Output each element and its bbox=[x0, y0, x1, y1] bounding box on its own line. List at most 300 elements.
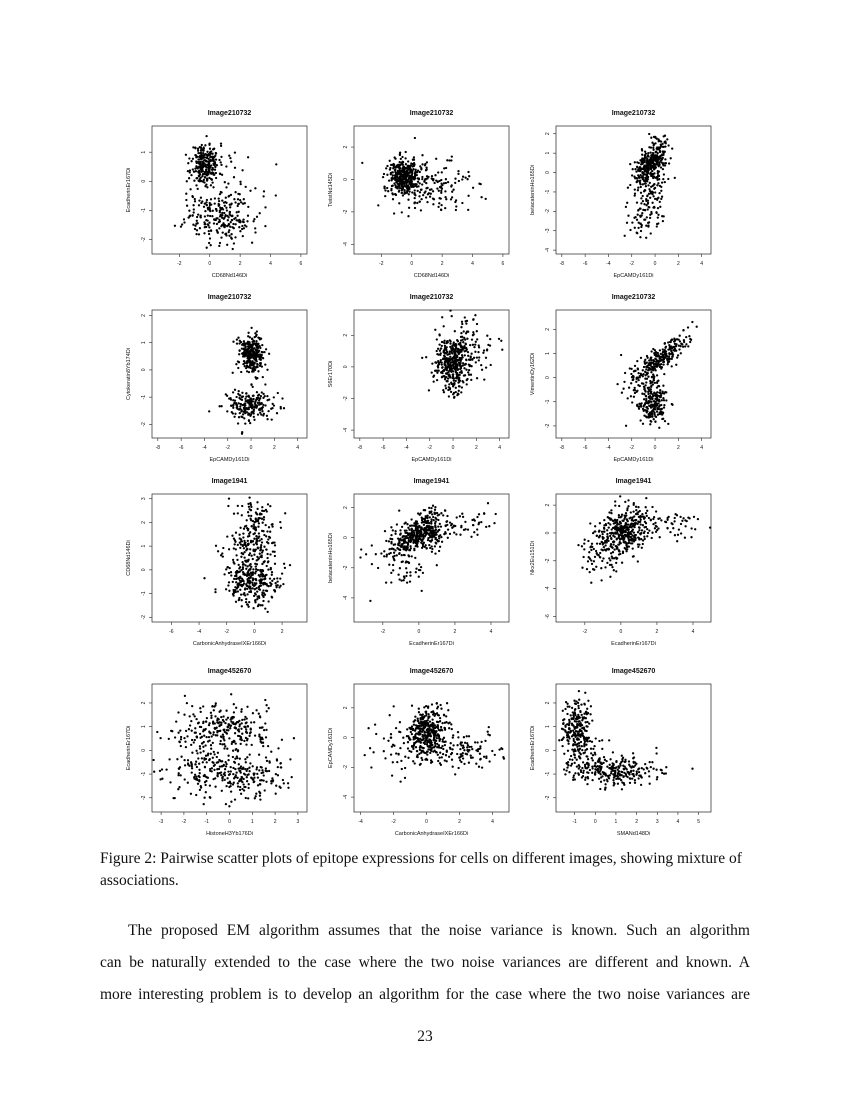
data-points bbox=[624, 133, 676, 239]
data-point bbox=[421, 176, 423, 178]
data-point bbox=[210, 715, 212, 717]
data-point bbox=[435, 529, 437, 531]
data-point bbox=[624, 372, 626, 374]
data-point bbox=[228, 548, 230, 550]
data-point bbox=[462, 339, 464, 341]
data-point bbox=[413, 165, 415, 167]
data-point bbox=[189, 171, 191, 173]
data-point bbox=[624, 501, 626, 503]
data-point bbox=[639, 236, 641, 238]
data-point bbox=[239, 199, 241, 201]
data-point bbox=[591, 563, 593, 565]
data-point bbox=[221, 552, 223, 554]
data-point bbox=[439, 523, 441, 525]
data-point bbox=[636, 232, 638, 234]
data-point bbox=[635, 381, 637, 383]
data-point bbox=[413, 156, 415, 158]
data-point bbox=[385, 555, 387, 557]
data-point bbox=[236, 559, 238, 561]
data-point bbox=[450, 198, 452, 200]
data-point bbox=[643, 157, 645, 159]
data-point bbox=[423, 180, 425, 182]
data-point bbox=[393, 212, 395, 214]
data-point bbox=[647, 208, 649, 210]
data-point bbox=[271, 596, 273, 598]
data-point bbox=[281, 572, 283, 574]
data-point bbox=[256, 216, 258, 218]
data-point bbox=[244, 726, 246, 728]
data-point bbox=[645, 497, 647, 499]
data-point bbox=[422, 194, 424, 196]
data-point bbox=[255, 709, 257, 711]
data-point bbox=[648, 133, 650, 135]
data-point bbox=[589, 522, 591, 524]
data-point bbox=[453, 355, 455, 357]
data-point bbox=[253, 721, 255, 723]
data-point bbox=[245, 721, 247, 723]
data-point bbox=[244, 588, 246, 590]
data-point bbox=[186, 180, 188, 182]
data-point bbox=[624, 524, 626, 526]
data-point bbox=[268, 398, 270, 400]
data-point bbox=[652, 373, 654, 375]
data-point bbox=[414, 207, 416, 209]
x-axis-label: EpCAMDy161Di bbox=[209, 457, 250, 463]
data-point bbox=[231, 215, 233, 217]
data-point bbox=[640, 186, 642, 188]
data-point bbox=[258, 356, 260, 358]
y-axis-label: S6Er170Di bbox=[328, 360, 334, 388]
data-point bbox=[254, 592, 256, 594]
data-point bbox=[194, 727, 196, 729]
data-point bbox=[242, 536, 244, 538]
data-point bbox=[472, 319, 474, 321]
data-point bbox=[247, 725, 249, 727]
data-point bbox=[222, 736, 224, 738]
data-point bbox=[480, 196, 482, 198]
data-point bbox=[451, 358, 453, 360]
data-point bbox=[256, 543, 258, 545]
x-tick-label: 4 bbox=[498, 445, 502, 451]
data-point bbox=[249, 548, 251, 550]
data-point bbox=[461, 336, 463, 338]
data-point bbox=[427, 193, 429, 195]
data-point bbox=[619, 553, 621, 555]
data-points bbox=[616, 321, 697, 429]
data-point bbox=[437, 171, 439, 173]
data-point bbox=[443, 351, 445, 353]
data-point bbox=[650, 167, 652, 169]
data-point bbox=[408, 183, 410, 185]
data-point bbox=[406, 190, 408, 192]
data-point bbox=[266, 415, 268, 417]
data-point bbox=[244, 365, 246, 367]
data-point bbox=[241, 578, 243, 580]
data-point bbox=[600, 567, 602, 569]
data-point bbox=[226, 209, 228, 211]
data-point bbox=[630, 511, 632, 513]
data-point bbox=[634, 387, 636, 389]
data-point bbox=[253, 595, 255, 597]
data-point bbox=[245, 743, 247, 745]
data-point bbox=[645, 177, 647, 179]
data-point bbox=[418, 576, 420, 578]
data-point bbox=[208, 226, 210, 228]
data-point bbox=[652, 206, 654, 208]
data-point bbox=[660, 166, 662, 168]
data-point bbox=[206, 178, 208, 180]
data-point bbox=[640, 538, 642, 540]
data-point bbox=[467, 528, 469, 530]
data-point bbox=[208, 162, 210, 164]
data-point bbox=[648, 188, 650, 190]
data-point bbox=[243, 556, 245, 558]
data-point bbox=[679, 345, 681, 347]
data-point bbox=[609, 523, 611, 525]
data-point bbox=[250, 509, 252, 511]
data-point bbox=[462, 381, 464, 383]
data-point bbox=[435, 520, 437, 522]
data-point bbox=[232, 391, 234, 393]
data-point bbox=[254, 599, 256, 601]
data-point bbox=[197, 188, 199, 190]
data-point bbox=[234, 167, 236, 169]
data-point bbox=[394, 177, 396, 179]
data-point bbox=[647, 402, 649, 404]
data-point bbox=[454, 345, 456, 347]
data-point bbox=[256, 559, 258, 561]
data-point bbox=[243, 718, 245, 720]
x-tick-label: 0 bbox=[208, 261, 212, 267]
data-point bbox=[266, 395, 268, 397]
data-point bbox=[259, 569, 261, 571]
data-point bbox=[204, 176, 206, 178]
data-point bbox=[659, 147, 661, 149]
data-point bbox=[652, 393, 654, 395]
y-tick-label: 0 bbox=[141, 568, 147, 572]
x-tick-label: 0 bbox=[228, 819, 231, 825]
data-point bbox=[641, 154, 643, 156]
data-point bbox=[433, 380, 435, 382]
data-point bbox=[239, 405, 241, 407]
data-point bbox=[419, 191, 421, 193]
data-point bbox=[261, 727, 263, 729]
data-point bbox=[253, 554, 255, 556]
data-point bbox=[645, 381, 647, 383]
data-point bbox=[440, 204, 442, 206]
data-point bbox=[246, 364, 248, 366]
data-point bbox=[405, 163, 407, 165]
data-point bbox=[238, 416, 240, 418]
data-point bbox=[681, 520, 683, 522]
data-point bbox=[408, 549, 410, 551]
data-point bbox=[478, 359, 480, 361]
data-point bbox=[645, 237, 647, 239]
data-point bbox=[238, 353, 240, 355]
data-point bbox=[617, 543, 619, 545]
data-point bbox=[260, 546, 262, 548]
data-point bbox=[472, 344, 474, 346]
data-point bbox=[187, 170, 189, 172]
data-point bbox=[269, 553, 271, 555]
x-axis-label: EcadherinEr167Di bbox=[409, 641, 454, 647]
data-point bbox=[264, 206, 266, 208]
data-point bbox=[592, 568, 594, 570]
data-point bbox=[415, 568, 417, 570]
data-point bbox=[420, 533, 422, 535]
data-point bbox=[421, 178, 423, 180]
data-point bbox=[428, 389, 430, 391]
data-point bbox=[651, 155, 653, 157]
data-point bbox=[624, 516, 626, 518]
data-point bbox=[250, 327, 252, 329]
data-point bbox=[247, 540, 249, 542]
data-point bbox=[197, 213, 199, 215]
data-point bbox=[237, 422, 239, 424]
data-point bbox=[398, 540, 400, 542]
data-point bbox=[474, 351, 476, 353]
data-point bbox=[267, 503, 269, 505]
data-point bbox=[255, 335, 257, 337]
data-point bbox=[465, 343, 467, 345]
data-point bbox=[655, 166, 657, 168]
data-point bbox=[206, 151, 208, 153]
data-point bbox=[199, 227, 201, 229]
data-point bbox=[406, 571, 408, 573]
data-point bbox=[194, 154, 196, 156]
data-point bbox=[392, 529, 394, 531]
data-point bbox=[652, 367, 654, 369]
data-point bbox=[255, 535, 257, 537]
data-point bbox=[416, 531, 418, 533]
data-point bbox=[411, 555, 413, 557]
data-point bbox=[252, 712, 254, 714]
data-point bbox=[652, 147, 654, 149]
data-point bbox=[466, 338, 468, 340]
data-point bbox=[208, 410, 210, 412]
data-point bbox=[637, 367, 639, 369]
data-point bbox=[460, 350, 462, 352]
data-point bbox=[636, 201, 638, 203]
data-point bbox=[263, 516, 265, 518]
data-point bbox=[440, 525, 442, 527]
data-point bbox=[476, 356, 478, 358]
data-point bbox=[406, 175, 408, 177]
data-point bbox=[654, 151, 656, 153]
data-point bbox=[661, 408, 663, 410]
data-point bbox=[233, 703, 235, 705]
data-point bbox=[458, 343, 460, 345]
data-point bbox=[424, 546, 426, 548]
data-point bbox=[250, 728, 252, 730]
data-point bbox=[168, 738, 170, 740]
data-point bbox=[438, 180, 440, 182]
x-tick-label: -2 bbox=[181, 819, 187, 825]
data-point bbox=[224, 181, 226, 183]
data-point bbox=[603, 519, 605, 521]
data-point bbox=[222, 223, 224, 225]
data-point bbox=[434, 552, 436, 554]
data-point bbox=[218, 725, 220, 727]
data-point bbox=[249, 422, 251, 424]
data-point bbox=[451, 351, 453, 353]
data-point bbox=[183, 737, 185, 739]
data-point bbox=[251, 744, 253, 746]
data-point bbox=[403, 174, 405, 176]
data-point bbox=[409, 580, 411, 582]
x-tick-label: -6 bbox=[582, 261, 588, 267]
data-point bbox=[438, 343, 440, 345]
data-point bbox=[634, 161, 636, 163]
data-point bbox=[255, 340, 257, 342]
data-point bbox=[644, 362, 646, 364]
data-point bbox=[641, 547, 643, 549]
x-tick-label: 1 bbox=[250, 819, 254, 825]
data-point bbox=[275, 163, 277, 165]
panel-title: Image1941 bbox=[615, 478, 652, 485]
data-point bbox=[453, 367, 455, 369]
data-point bbox=[449, 339, 451, 341]
x-tick-label: 2 bbox=[280, 629, 284, 635]
data-point bbox=[470, 374, 472, 376]
data-point bbox=[644, 209, 646, 211]
data-point bbox=[674, 534, 676, 536]
data-point bbox=[592, 532, 594, 534]
data-point bbox=[238, 728, 240, 730]
data-point bbox=[256, 377, 258, 379]
data-point bbox=[262, 351, 264, 353]
data-points bbox=[359, 502, 497, 602]
data-point bbox=[408, 561, 410, 563]
data-point bbox=[241, 505, 243, 507]
data-point bbox=[595, 566, 597, 568]
data-point bbox=[650, 382, 652, 384]
data-point bbox=[674, 517, 676, 519]
data-point bbox=[257, 520, 259, 522]
data-point bbox=[244, 422, 246, 424]
data-point bbox=[434, 329, 436, 331]
data-point bbox=[265, 524, 267, 526]
data-point bbox=[244, 543, 246, 545]
data-point bbox=[210, 150, 212, 152]
data-point bbox=[429, 511, 431, 513]
data-point bbox=[638, 521, 640, 523]
data-point bbox=[380, 552, 382, 554]
data-point bbox=[250, 349, 252, 351]
data-point bbox=[439, 546, 441, 548]
data-point bbox=[247, 503, 249, 505]
data-point bbox=[676, 540, 678, 542]
data-point bbox=[437, 530, 439, 532]
data-point bbox=[674, 513, 676, 515]
data-point bbox=[424, 528, 426, 530]
data-point bbox=[398, 166, 400, 168]
data-point bbox=[242, 566, 244, 568]
data-point bbox=[230, 718, 232, 720]
data-point bbox=[197, 722, 199, 724]
data-point bbox=[243, 340, 245, 342]
data-point bbox=[424, 535, 426, 537]
data-point bbox=[460, 391, 462, 393]
data-point bbox=[643, 516, 645, 518]
data-point bbox=[601, 560, 603, 562]
x-tick-label: -4 bbox=[404, 445, 409, 451]
data-point bbox=[610, 509, 612, 511]
data-point bbox=[646, 373, 648, 375]
data-point bbox=[190, 174, 192, 176]
data-point bbox=[251, 338, 253, 340]
data-point bbox=[446, 368, 448, 370]
data-point bbox=[194, 739, 196, 741]
data-point bbox=[644, 378, 646, 380]
data-point bbox=[422, 537, 424, 539]
data-point bbox=[254, 227, 256, 229]
data-point bbox=[645, 166, 647, 168]
data-point bbox=[630, 533, 632, 535]
data-point bbox=[271, 580, 273, 582]
data-point bbox=[399, 171, 401, 173]
data-point bbox=[659, 536, 661, 538]
data-point bbox=[468, 369, 470, 371]
data-point bbox=[174, 225, 176, 227]
data-point bbox=[248, 574, 250, 576]
data-point bbox=[392, 569, 394, 571]
data-point bbox=[613, 569, 615, 571]
x-tick-label: -6 bbox=[380, 445, 386, 451]
data-point bbox=[247, 544, 249, 546]
data-point bbox=[191, 730, 193, 732]
data-point bbox=[609, 559, 611, 561]
data-point bbox=[211, 181, 213, 183]
data-point bbox=[235, 554, 237, 556]
data-point bbox=[202, 155, 204, 157]
data-point bbox=[250, 400, 252, 402]
y-tick-label: -2 bbox=[141, 237, 147, 242]
data-point bbox=[405, 151, 407, 153]
data-point bbox=[232, 223, 234, 225]
data-point bbox=[401, 561, 403, 563]
data-point bbox=[658, 140, 660, 142]
data-point bbox=[457, 381, 459, 383]
scatter-panel bbox=[328, 294, 509, 463]
data-point bbox=[391, 171, 393, 173]
data-point bbox=[449, 387, 451, 389]
data-point bbox=[645, 400, 647, 402]
data-point bbox=[224, 214, 226, 216]
data-point bbox=[427, 520, 429, 522]
data-point bbox=[616, 532, 618, 534]
data-point bbox=[262, 742, 264, 744]
data-point bbox=[209, 237, 211, 239]
data-point bbox=[679, 340, 681, 342]
data-point bbox=[214, 169, 216, 171]
data-point bbox=[248, 735, 250, 737]
data-point bbox=[663, 399, 665, 401]
data-point bbox=[489, 344, 491, 346]
data-point bbox=[238, 221, 240, 223]
data-point bbox=[255, 357, 257, 359]
data-point bbox=[630, 382, 632, 384]
data-point bbox=[429, 516, 431, 518]
data-point bbox=[242, 363, 244, 365]
data-point bbox=[636, 166, 638, 168]
data-point bbox=[255, 366, 257, 368]
data-point bbox=[254, 332, 256, 334]
data-points bbox=[203, 496, 291, 613]
data-point bbox=[639, 376, 641, 378]
data-point bbox=[434, 517, 436, 519]
data-point bbox=[249, 568, 251, 570]
